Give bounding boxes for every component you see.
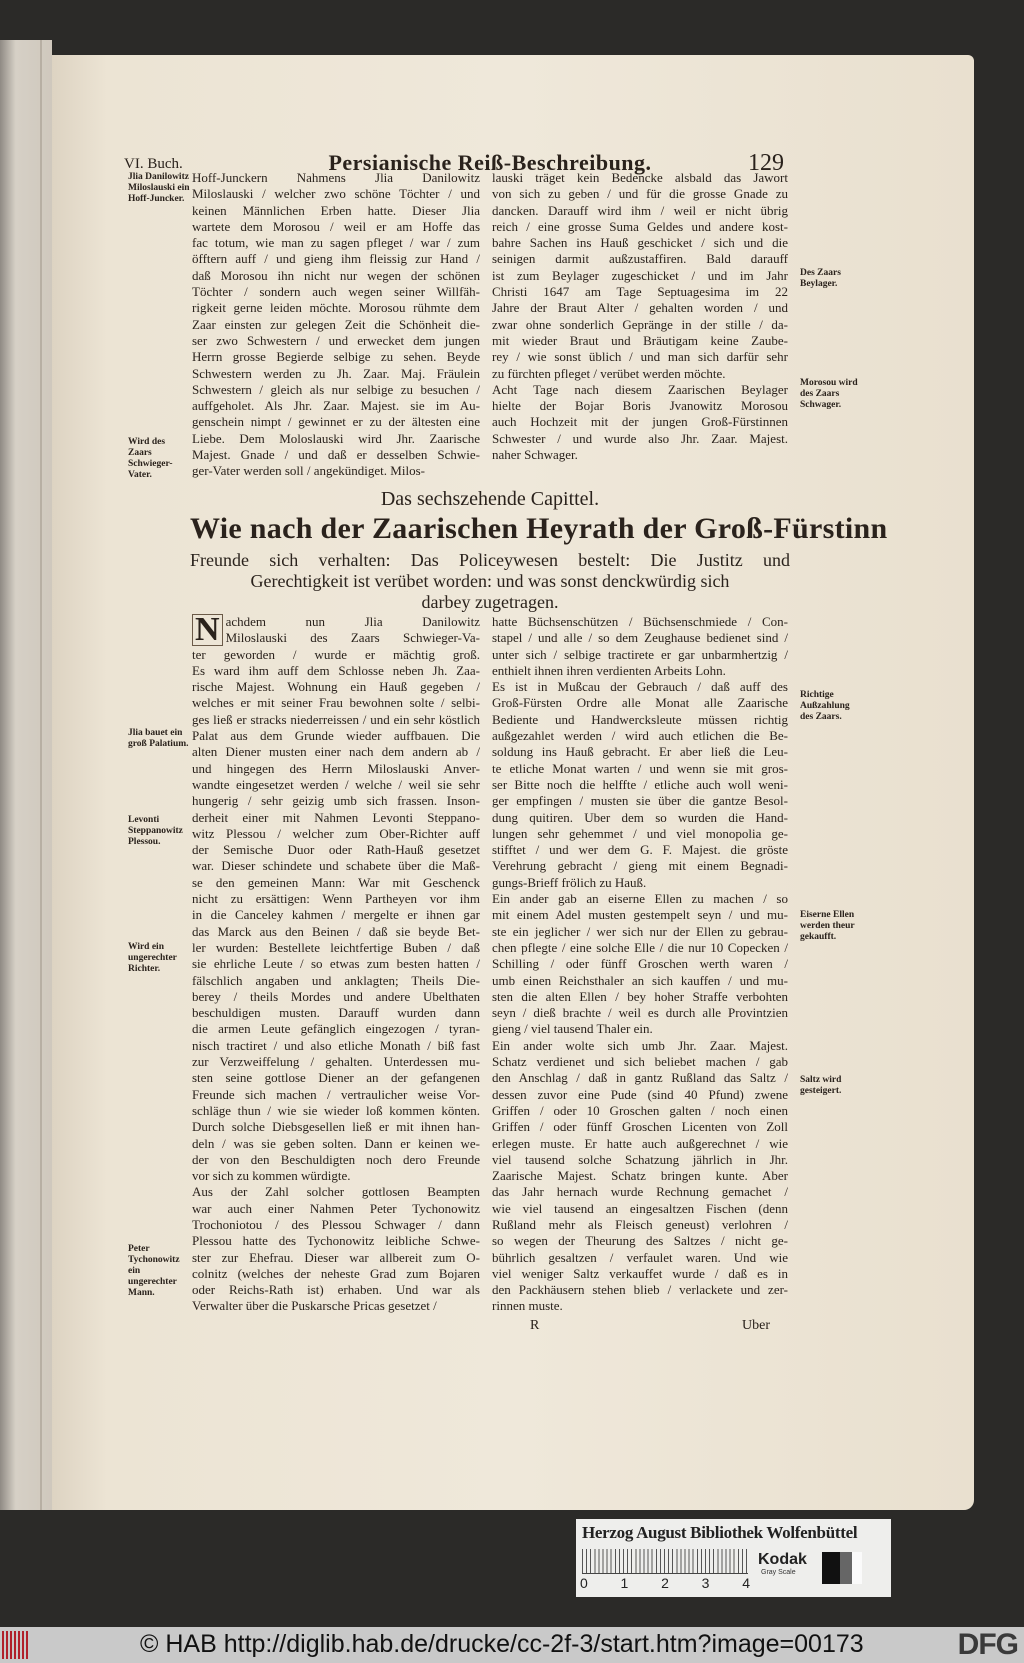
text-line: rigkeit gerne leiden möchte. Morosou rühmte dem: [192, 300, 480, 316]
text-line: Ein ander wolte sich umb Jhr. Zaar. Majest.: [492, 1037, 788, 1053]
margin-note: Peter Tychonowitz ein ungerechter Mann.: [128, 1244, 180, 1298]
text-line: Groß-Fürsten Ordre alle Monat alle Zaarische: [492, 695, 788, 711]
signature-mark: R: [530, 1318, 540, 1333]
text-line: zur Verzweiffelung / gehalten. Unterdessen mu-: [192, 1054, 480, 1070]
text-line: deln / was sie geben solten. Dann er keinen we-: [192, 1135, 480, 1151]
catchword: Uber: [742, 1318, 770, 1333]
text-line: Ein ander gab an eiserne Ellen zu machen / so: [492, 891, 788, 907]
text-line: Schilling / oder fünff Groschen werth waren /: [492, 956, 788, 972]
text-line: Es ist in Mußcau der Gebrauch / daß auff des: [492, 679, 788, 695]
library-name: Herzog August Bibliothek Wolfenbüttel: [582, 1523, 858, 1542]
text-line: rische Majest. Wohnung ein Hauß gegeben /: [192, 679, 480, 695]
text-line: Liebe. Dem Moloslauski wird Jhr. Zaarische: [192, 430, 480, 446]
text-line: Freunde sich machen / vertraulicher weise Vor-: [192, 1086, 480, 1102]
text-line: Trochoniotou / des Plessou Schwager / dann: [192, 1216, 480, 1232]
text-line: Griffen / oder fünff Groschen Licenten von Zoll: [492, 1119, 788, 1135]
text-line: viel tausend solche Schatzung jährlich in Jhr.: [492, 1151, 788, 1167]
text-line: ist zum Beylager zugeschicket / und im Jahr: [492, 267, 788, 283]
text-line: nisch tractiret / und also etliche Monath / biß fast: [192, 1037, 480, 1053]
text-line: chen pflegte / eine solche Elle / die nur 10 Copecken /: [492, 939, 788, 955]
text-line: Schwestern werden zu Jh. Zaar. Maj. Fräulein: [192, 365, 480, 381]
text-line: Rußland mehr als Fleisch geneust) verlohren /: [492, 1216, 788, 1232]
text-line: beschuldigen musten. Darauff wurden dann: [192, 1005, 480, 1021]
chapter-heading-line: darbey zugetragen.: [421, 592, 559, 612]
text-line: auffgeholet. Als Jhr. Zaar. Majest. sie im Au-: [192, 398, 480, 414]
drop-cap: N: [192, 614, 223, 646]
text-line: ser Bitte noch die helffte / etliche auch woll weni-: [492, 776, 788, 792]
text-line: stifftet / und wer dem G. F. Majest. die gröste: [492, 842, 788, 858]
text-line: se den gemeinen Mann: War mit Geschenck: [192, 874, 480, 890]
text-line: gungs-Brieff frölich zu Hauß.: [492, 874, 647, 890]
text-line: lungen sehr gehemmet / und viel monopolia ge-: [492, 825, 788, 841]
chapter-number: Das sechszehende Capittel.: [380, 488, 600, 510]
text-line: hielte der Bojar Boris Jvanowitz Morosou: [492, 398, 788, 414]
margin-note: Eiserne Ellen werden theur gekaufft.: [800, 910, 855, 942]
top-left-column: [192, 170, 480, 480]
margin-note: Des Zaars Beylager.: [800, 268, 841, 289]
hab-logo-icon: [2, 1631, 28, 1659]
text-line: hatte Büchsenschützen / Büchsenschmiede / Con-: [492, 614, 788, 629]
text-line: dung quitiren. Uber dem so wurden die Hand-: [492, 809, 788, 825]
text-line: derheit einer mit Nahmen Levonti Steppano-: [192, 809, 480, 825]
running-title: Persianische Reiß-Beschreibung.: [328, 150, 652, 175]
text-line: enthielt ihnen ihren verdienten Arbeits Lohn.: [492, 662, 726, 678]
text-line: ter geworden / wurde er mächtig groß.: [192, 646, 480, 662]
text-line: wandte eingesetzet werden / welche / weil sie sehr: [192, 776, 480, 792]
ruler-tick: 2: [661, 1575, 669, 1591]
text-line: genschein nimpt / gewinnet er zu der ältesten eine: [192, 414, 480, 430]
text-line: stapel / und alle / so dem Zeughause bedienet sind /: [492, 630, 788, 646]
bottom-left-column: [192, 611, 480, 1315]
margin-note: Wird ein ungerechter Richter.: [128, 942, 177, 974]
text-line: lauski träget kein Bedencke alsbald das Jawort: [492, 170, 788, 185]
ruler-tick: 4: [742, 1575, 750, 1591]
text-line: unter sich / selbige tractirete er gar unbarmhertzig /: [492, 646, 788, 662]
text-line: Majest. Gnade / und daß er desselben Schwie-: [192, 447, 480, 463]
text-line: ger empfingen / musten sie über die gantze Besol-: [492, 793, 788, 809]
color-scale-label: [576, 1519, 891, 1597]
text-line: te etliche Monat warten / und wenn sie mit gros-: [492, 760, 788, 776]
chapter-heading-line: Freunde sich verhalten: Das Policeywesen bestelt: Die Justitz und: [190, 550, 790, 570]
text-line: war auch einer Nahmen Peter Tychonowitz: [192, 1200, 480, 1216]
text-line: daß Morosou ihn nicht nur wegen der schönen: [192, 267, 480, 283]
text-line: Durch solche Diebsgesellen ließ er mit ihnen han-: [192, 1119, 480, 1135]
text-line: Schwestern / gleich als nur selbige zu besuchen /: [192, 381, 480, 397]
text-line: hungerig / sehr geizig umb sich frassen. Inson-: [192, 793, 480, 809]
text-line: der von den Beschuldigten noch dero Freunde: [192, 1151, 480, 1167]
text-line: dancken. Darauff wird ihm / weil er nicht übrig: [492, 202, 788, 218]
text-line: zwar ohne sonderlich Gepränge in der stille / da-: [492, 316, 788, 332]
text-line: die armen Leute gefänglich eingezogen / tyran-: [192, 1021, 480, 1037]
text-line: Bediente und Handwercksleute müssen richtig: [492, 711, 788, 727]
text-line: erlegen muste. Er hatte auch außgerechnet / wie: [492, 1135, 788, 1151]
top-right-column: [492, 170, 788, 463]
text-line: sten seine gottlose Diener an der gefangenen: [192, 1070, 480, 1086]
text-line: Palat aus dem Grunde wieder auffbauen. Die: [192, 728, 480, 744]
text-line: welches er mit seiner Frau bewohnen solte / selbi-: [192, 695, 480, 711]
text-line: Verwalter über die Puskarsche Pricas gesetzet /: [192, 1298, 437, 1314]
text-line: viel weniger Saltz verkauffet wurde / daß es in: [492, 1265, 788, 1281]
text-line: zu fürchten pfleget / verübet werden möchte.: [492, 365, 726, 381]
text-line: umb einen Reichsthaler an sich kauffen / und mu-: [492, 972, 788, 988]
text-line: von sich zu geben / und für die grosse Gnade zu: [492, 186, 788, 202]
text-line: berey / theils Mordes und andere Ubelthaten: [192, 988, 480, 1004]
margin-note: Richtige Außzahlung des Zaars.: [800, 690, 850, 722]
text-line: bahre Sachen ins Hauß geschicket / sich und die: [492, 235, 788, 251]
text-line: ler wurden: Bestellete leichtfertige Buben / daß: [192, 939, 480, 955]
ruler: [582, 1549, 748, 1574]
chapter-heading-line: Gerechtigkeit ist verübet worden: und was sonst denckwürdig sich: [250, 571, 730, 591]
text-line: sie ehrliche Leute / so etwas zum besten hatten /: [192, 956, 480, 972]
text-line: alten Diener musten einer nach dem andern ab /: [192, 744, 480, 760]
text-line: der Semische Duor oder Rath-Hauß gesetzet: [192, 842, 480, 858]
text-line: Schwester / und wurde also Jhr. Zaar. Majest.: [492, 430, 788, 446]
text-line: dessen zuvor eine Pude (sind 40 Pfund) zwene: [492, 1086, 788, 1102]
text-line: und hingegen des Herrn Miloslauski Anver-: [192, 760, 480, 776]
text-line: rey / wie sonst üblich / und man sich darfür sehr: [492, 349, 788, 365]
text-line: wartete dem Morosou / weil er am Hoffe das: [192, 218, 480, 234]
text-line: vor sich zu kommen würdigte.: [192, 1168, 351, 1184]
text-line: Christi 1647 am Tage Septuagesima im 22: [492, 284, 788, 300]
text-line: witz Plessou / welcher zum Ober-Richter auff: [192, 825, 480, 841]
text-line: nicht zu ersättigen: Wenn Partheyen vor ihm: [192, 891, 480, 907]
text-line: Hoff-Junckern Nahmens Jlia Danilowitz: [192, 170, 480, 185]
margin-note: Levonti Steppanowitz Plessou.: [128, 815, 183, 847]
text-line: Es ward ihm auff dem Schlosse neben Jh. Zaa-: [192, 662, 480, 678]
text-line: seinigen darmit außzustaffiren. Bald darauff: [492, 251, 788, 267]
ruler-tick: 1: [620, 1575, 629, 1591]
margin-note: Saltz wird gesteigert.: [800, 1075, 842, 1096]
chapter-heading: Wie nach der Zaarischen Heyrath der Groß-Fürstinn: [190, 512, 888, 545]
text-line: gieng / viel tausend Thaler ein.: [492, 1021, 653, 1037]
text-line: fälschlich angaben und anklagten; Theils Die-: [192, 972, 480, 988]
text-line: Jahre der Braut Alter / gehalten worden / und: [492, 300, 788, 316]
text-line: Griffen / oder 10 Groschen galten / noch einen: [492, 1102, 788, 1118]
kodak-brand: Kodak: [758, 1551, 807, 1568]
text-line: Verehrung gebracht / gieng mit einem Begnadi-: [492, 858, 788, 874]
text-line: mit einem Adel musten gestempelt seyn / und mu-: [492, 907, 788, 923]
text-line: den Packhäusern stehen blieb / verlackete und zer-: [492, 1282, 788, 1298]
text-line: den Anschlag / daß in gantz Rußland das Saltz /: [492, 1070, 788, 1086]
text-line: Töchter / sondern auch wegen seiner Willfäh-: [192, 284, 480, 300]
text-line: ger-Vater werden soll / angekündiget. Milos-: [192, 463, 425, 479]
text-line: sten die alten Ellen / bey hoher Straffe verbohten: [492, 988, 788, 1004]
text-line: ges ließ er stracks niederreissen / und ein sehr köstlich: [192, 711, 480, 727]
text-line: das Marck aus den Beinen / daß sie beyde Bet-: [192, 923, 480, 939]
text-line: soldung ins Hauß gebracht. Er aber ließ die Leu-: [492, 744, 788, 760]
gray-swatch: [822, 1552, 862, 1584]
text-line: Acht Tage nach diesem Zaarischen Beylager: [492, 381, 788, 397]
text-line: achdem nun Jlia Danilowitz: [225, 614, 480, 629]
text-line: ser zwo Schwestern / und erwecket dem jungen: [192, 332, 480, 348]
text-line: Aus der Zahl solcher gottlosen Beampten: [192, 1184, 480, 1200]
text-line: naher Schwager.: [492, 447, 578, 463]
text-line: außgezahlet werden / wird auch etlichen die Be-: [492, 728, 788, 744]
text-line: in die Canceley kahmen / mergelte er ihnen gar: [192, 907, 480, 923]
text-line: oder Reichs-Rath ist) erhaben. Und war als: [192, 1282, 480, 1298]
footer-bar: [0, 1627, 1024, 1663]
margin-note: Morosou wird des Zaars Schwager.: [800, 378, 858, 410]
source-credit: © HAB http://diglib.hab.de/drucke/cc-2f-3/start.htm?image=00173: [140, 1630, 864, 1658]
margin-note: Jlia Danilowitz Miloslauski ein Hoff-Juncker.: [128, 172, 190, 204]
text-line: Zaarische Majest. Schatz bringen kunte. Aber: [492, 1168, 788, 1184]
text-line: seyn / dieß brachte / weil es durch alle Provintzien: [492, 1005, 788, 1021]
margin-note: Wird des Zaars Schwieger-Vater.: [128, 437, 173, 480]
text-line: Miloslauski / welcher zwo schöne Töchter / und: [192, 186, 480, 202]
ruler-tick: 3: [701, 1575, 710, 1591]
text-line: Herrn grosse Begierde selbige zu sehen. Beyde: [192, 349, 480, 365]
text-line: Miloslauski des Zaars Schwieger-Va-: [225, 630, 480, 646]
text-line: ster zur Ehefrau. Dieser war allbereit zum O-: [192, 1249, 480, 1265]
text-line: mit wieder Braut und Bräutigam keine Zaube-: [492, 332, 788, 348]
margin-note: Jlia bauet ein groß Palatium.: [128, 728, 189, 749]
book-section: VI. Buch.: [124, 156, 183, 172]
gray-scale-text: Gray Scale: [761, 1569, 796, 1576]
page-number: 129: [748, 150, 784, 176]
text-line: ste ein jeglicher / wer sich nur der Ellen zu gebrau-: [492, 923, 788, 939]
text-line: bührlich gesaltzen / verfaulet waren. Und wie: [492, 1249, 788, 1265]
ruler-numbers: [580, 1575, 750, 1591]
previous-page-edge: [0, 40, 52, 1510]
text-line: auch Hochzeit mit der jungen Groß-Fürstinnen: [492, 414, 788, 430]
text-line: war. Dieser schindete und schabete über die Maß-: [192, 858, 480, 874]
text-line: rinnen muste.: [492, 1298, 563, 1314]
text-line: keinen Männlichen Erben hatte. Dieser Jlia: [192, 202, 480, 218]
text-line: reich / eine grosse Suma Geldes und andere kost-: [492, 218, 788, 234]
text-line: Plessou hatte des Tychonowitz leibliche Schwe-: [192, 1233, 480, 1249]
text-line: Zaar einsten zur gelegen Zeit die Schönheit die-: [192, 316, 480, 332]
text-line: öfftern auff / und gieng ihm fleissig zur Hand /: [192, 251, 480, 267]
text-line: colnitz (welches der neheste Grad zum Bojaren: [192, 1265, 480, 1281]
text-line: fac totum, wie man zu sagen pfleget / war / zum: [192, 235, 480, 251]
ruler-tick: 0: [580, 1575, 588, 1591]
text-line: so wegen der Theurung des Saltzes / nicht ge-: [492, 1233, 788, 1249]
bottom-right-column: [492, 614, 788, 1315]
text-line: wie viel tausend an eingesaltzen Fischen (denn: [492, 1200, 788, 1216]
text-line: das Jahr hernach wurde Rechnung gemachet /: [492, 1184, 788, 1200]
text-line: schläge thun / wie sie wieder loß kommen könten.: [192, 1102, 480, 1118]
dfg-logo: DFG: [957, 1628, 1018, 1661]
text-line: Schatz verdienet und sich beliebet machen / gab: [492, 1054, 788, 1070]
